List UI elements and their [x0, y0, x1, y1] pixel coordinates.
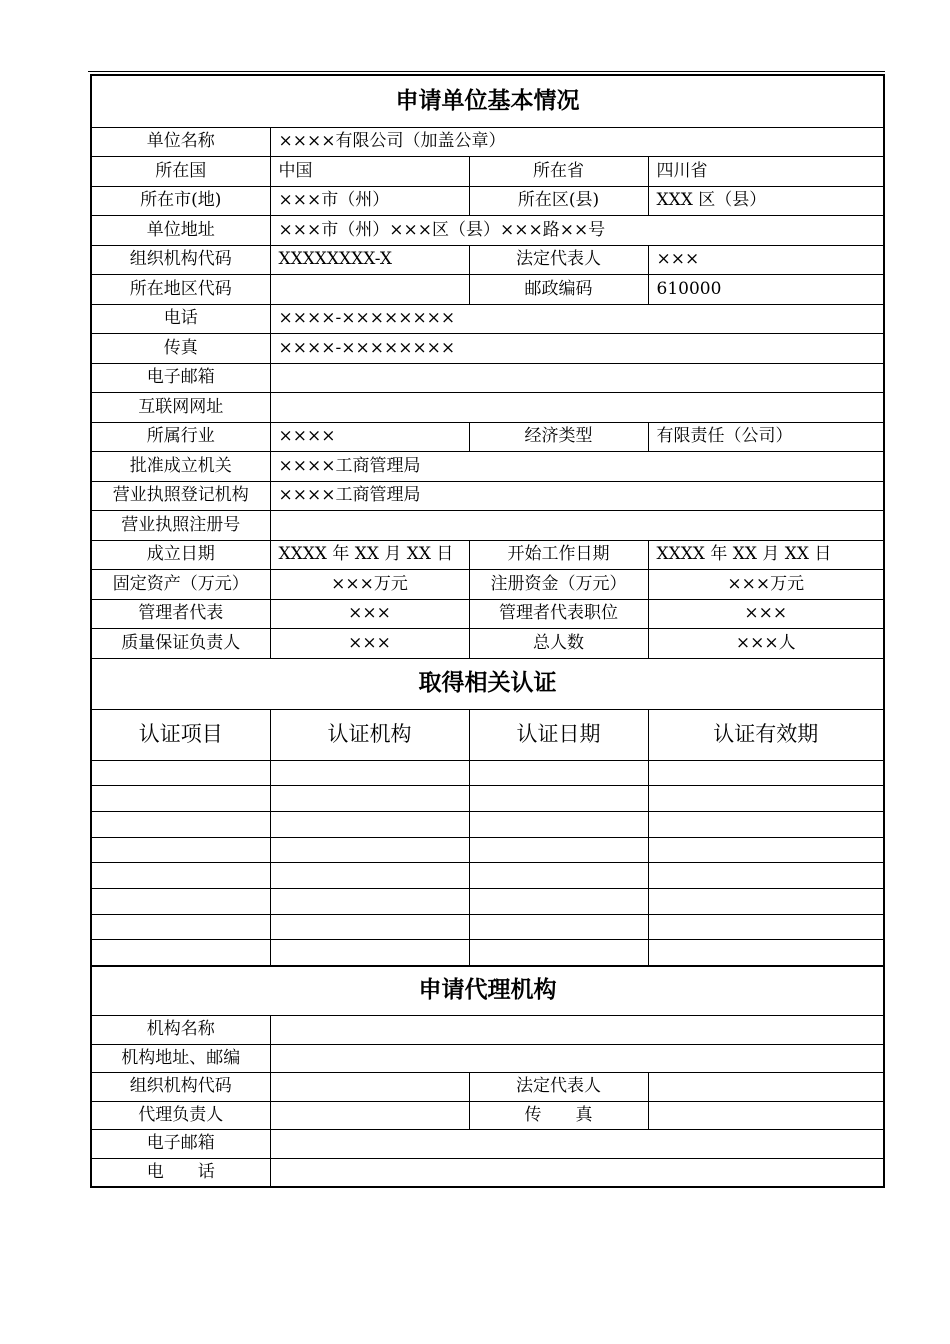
license-no-label: 营业执照注册号 [91, 511, 270, 541]
approval-value[interactable]: ××××工商管理局 [270, 452, 884, 482]
cert-row [91, 837, 884, 863]
country-value[interactable]: 中国 [270, 157, 469, 187]
cert-cell[interactable] [469, 811, 648, 837]
row-mgmt-rep [91, 599, 884, 629]
approval-label: 批准成立机关 [91, 452, 270, 482]
qa-head-value[interactable]: ××× [270, 629, 469, 659]
email-label: 电子邮箱 [91, 363, 270, 393]
city-value[interactable]: ×××市（州） [270, 186, 469, 216]
fixed-assets-value[interactable]: ×××万元 [270, 570, 469, 600]
row-license-org [91, 481, 884, 511]
cert-cell[interactable] [91, 914, 270, 940]
agency-legal-rep-label: 法定代表人 [469, 1073, 648, 1102]
fax-label: 传真 [91, 334, 270, 364]
cert-cell[interactable] [648, 786, 884, 812]
cert-cell[interactable] [270, 760, 469, 786]
cert-cell[interactable] [648, 811, 884, 837]
cert-cell[interactable] [469, 760, 648, 786]
agency-phone-value[interactable] [270, 1158, 884, 1187]
cert-cell[interactable] [648, 863, 884, 889]
row-unit-name [91, 127, 884, 157]
cert-cell[interactable] [469, 837, 648, 863]
row-agency-org-code [91, 1073, 884, 1102]
row-agency-address [91, 1044, 884, 1073]
cert-col-date: 认证日期 [469, 709, 648, 760]
row-org-code [91, 245, 884, 275]
agency-legal-rep-value[interactable] [648, 1073, 884, 1102]
agent-head-value[interactable] [270, 1101, 469, 1130]
section-basic-info-title: 申请单位基本情况 [91, 75, 884, 127]
headcount-label: 总人数 [469, 629, 648, 659]
agent-head-label: 代理负责人 [91, 1101, 270, 1130]
cert-cell[interactable] [648, 837, 884, 863]
row-agency-email [91, 1130, 884, 1159]
reg-capital-label: 注册资金（万元） [469, 570, 648, 600]
legal-rep-label: 法定代表人 [469, 245, 648, 275]
cert-cell[interactable] [91, 940, 270, 966]
legal-rep-value[interactable]: ××× [648, 245, 884, 275]
fax-value[interactable]: ××××-×××××××× [270, 334, 884, 364]
cert-row [91, 786, 884, 812]
agency-address-label: 机构地址、邮编 [91, 1044, 270, 1073]
agency-email-label: 电子邮箱 [91, 1130, 270, 1159]
cert-column-headers [91, 709, 884, 760]
cert-cell[interactable] [270, 837, 469, 863]
cert-cell[interactable] [648, 914, 884, 940]
cert-cell[interactable] [648, 760, 884, 786]
cert-cell[interactable] [91, 888, 270, 914]
postcode-label: 邮政编码 [469, 275, 648, 305]
row-city [91, 186, 884, 216]
row-area-code [91, 275, 884, 305]
mgmt-rep-title-value[interactable]: ××× [648, 599, 884, 629]
agency-org-code-label: 组织机构代码 [91, 1073, 270, 1102]
row-agency-name [91, 1016, 884, 1045]
headcount-value[interactable]: ×××人 [648, 629, 884, 659]
unit-name-value[interactable]: ××××有限公司（加盖公章） [270, 127, 884, 157]
cert-cell[interactable] [648, 888, 884, 914]
start-work-value[interactable]: XXXX 年 XX 月 XX 日 [648, 540, 884, 570]
cert-cell[interactable] [270, 863, 469, 889]
cert-cell[interactable] [91, 786, 270, 812]
row-country [91, 157, 884, 187]
row-assets [91, 570, 884, 600]
cert-cell[interactable] [91, 811, 270, 837]
agency-fax-label: 传 真 [469, 1101, 648, 1130]
reg-capital-value[interactable]: ×××万元 [648, 570, 884, 600]
cert-cell[interactable] [270, 811, 469, 837]
province-label: 所在省 [469, 157, 648, 187]
org-code-value[interactable]: XXXXXXXX-X [270, 245, 469, 275]
cert-row [91, 760, 884, 786]
mgmt-rep-title-label: 管理者代表职位 [469, 599, 648, 629]
econ-type-label: 经济类型 [469, 422, 648, 452]
cert-cell[interactable] [270, 786, 469, 812]
row-founded [91, 540, 884, 570]
cert-cell[interactable] [91, 863, 270, 889]
cert-row [91, 888, 884, 914]
fixed-assets-label: 固定资产（万元） [91, 570, 270, 600]
section-agency-header [91, 966, 884, 1016]
qa-head-label: 质量保证负责人 [91, 629, 270, 659]
row-license-no [91, 511, 884, 541]
address-value[interactable]: ×××市（州）×××区（县）×××路××号 [270, 216, 884, 246]
econ-type-value[interactable]: 有限责任（公司） [648, 422, 884, 452]
start-work-label: 开始工作日期 [469, 540, 648, 570]
agency-name-label: 机构名称 [91, 1016, 270, 1045]
founded-label: 成立日期 [91, 540, 270, 570]
phone-value[interactable]: ××××-×××××××× [270, 304, 884, 334]
section-certifications-title: 取得相关认证 [91, 658, 884, 709]
area-code-value[interactable] [270, 275, 469, 305]
address-label: 单位地址 [91, 216, 270, 246]
cert-cell[interactable] [91, 837, 270, 863]
cert-row [91, 940, 884, 966]
row-address [91, 216, 884, 246]
cert-row [91, 863, 884, 889]
row-agency-phone [91, 1158, 884, 1187]
row-fax [91, 334, 884, 364]
province-value[interactable]: 四川省 [648, 157, 884, 187]
org-code-label: 组织机构代码 [91, 245, 270, 275]
website-value[interactable] [270, 393, 884, 423]
cert-row [91, 811, 884, 837]
agency-phone-label: 电 话 [91, 1158, 270, 1187]
agency-name-value[interactable] [270, 1016, 884, 1045]
section-agency-title: 申请代理机构 [91, 966, 884, 1016]
cert-col-body: 认证机构 [270, 709, 469, 760]
cert-cell[interactable] [648, 940, 884, 966]
cert-cell[interactable] [91, 760, 270, 786]
city-label: 所在市(地) [91, 186, 270, 216]
agency-email-value[interactable] [270, 1130, 884, 1159]
agency-org-code-value[interactable] [270, 1073, 469, 1102]
postcode-value[interactable]: 610000 [648, 275, 884, 305]
cert-row [91, 914, 884, 940]
license-org-value[interactable]: ××××工商管理局 [270, 481, 884, 511]
row-phone [91, 304, 884, 334]
cert-cell[interactable] [469, 888, 648, 914]
row-approval [91, 452, 884, 482]
phone-label: 电话 [91, 304, 270, 334]
mgmt-rep-value[interactable]: ××× [270, 599, 469, 629]
cert-cell[interactable] [469, 863, 648, 889]
cert-cell[interactable] [270, 888, 469, 914]
row-email [91, 363, 884, 393]
area-code-label: 所在地区代码 [91, 275, 270, 305]
mgmt-rep-label: 管理者代表 [91, 599, 270, 629]
cert-cell[interactable] [469, 914, 648, 940]
license-org-label: 营业执照登记机构 [91, 481, 270, 511]
row-industry [91, 422, 884, 452]
industry-value[interactable]: ×××× [270, 422, 469, 452]
section-certifications-header [91, 658, 884, 709]
unit-name-label: 单位名称 [91, 127, 270, 157]
cert-cell[interactable] [469, 940, 648, 966]
agency-address-value[interactable] [270, 1044, 884, 1073]
license-no-value[interactable] [270, 511, 884, 541]
top-rule [88, 71, 885, 72]
agency-fax-value[interactable] [648, 1101, 884, 1130]
row-agent-head [91, 1101, 884, 1130]
district-label: 所在区(县) [469, 186, 648, 216]
cert-col-validity: 认证有效期 [648, 709, 884, 760]
cert-col-item: 认证项目 [91, 709, 270, 760]
country-label: 所在国 [91, 157, 270, 187]
cert-cell[interactable] [270, 940, 469, 966]
founded-value[interactable]: XXXX 年 XX 月 XX 日 [270, 540, 469, 570]
section-basic-info-header [91, 75, 884, 127]
website-label: 互联网网址 [91, 393, 270, 423]
row-qa-head [91, 629, 884, 659]
district-value[interactable]: XXX 区（县） [648, 186, 884, 216]
application-form [90, 74, 885, 1188]
row-website [91, 393, 884, 423]
cert-cell[interactable] [270, 914, 469, 940]
email-value[interactable] [270, 363, 884, 393]
cert-cell[interactable] [469, 786, 648, 812]
industry-label: 所属行业 [91, 422, 270, 452]
